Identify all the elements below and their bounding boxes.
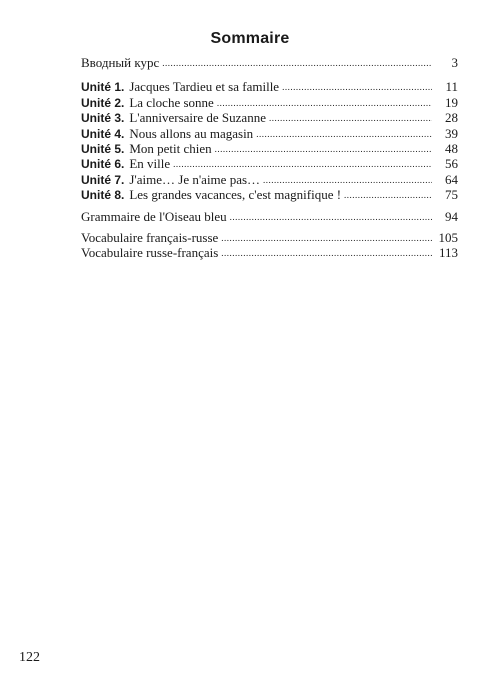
toc-entry-vocabulary-fr-ru <box>81 230 458 245</box>
unit-number: Unité 2. <box>81 95 125 110</box>
unit-number: Unité 4. <box>81 126 125 141</box>
unit-number: Unité 6. <box>81 157 125 172</box>
toc-entry-title: En ville <box>129 156 171 172</box>
toc-entry-unit-4 <box>81 126 458 141</box>
unit-number: Unité 1. <box>81 80 125 95</box>
unit-number: Unité 5. <box>81 141 125 156</box>
toc-entry-page: 19 <box>445 94 458 110</box>
toc-entry-intro <box>81 55 458 70</box>
toc-entry-page: 39 <box>445 125 458 141</box>
toc-entry-unit-5 <box>81 141 458 156</box>
dot-leader <box>162 54 432 71</box>
toc-entry-unit-1 <box>81 79 458 94</box>
toc-entry-unit-8 <box>81 187 458 202</box>
toc-entry-page: 56 <box>445 156 458 172</box>
table-of-contents <box>81 55 458 261</box>
dot-leader <box>344 186 432 203</box>
toc-entry-title: Vocabulaire russe-français <box>81 245 219 261</box>
toc-entry-page: 113 <box>438 245 458 261</box>
toc-entry-page: 94 <box>445 208 458 224</box>
dot-leader <box>230 208 432 225</box>
toc-entry-unit-3 <box>81 110 458 125</box>
toc-entry-title: Grammaire de l'Oiseau bleu <box>81 208 227 224</box>
toc-entry-title: J'aime… Je n'aime pas… <box>129 171 261 187</box>
toc-entry-page: 48 <box>445 140 458 156</box>
toc-entry-title: Вводный курс <box>81 55 160 70</box>
toc-entry-vocabulary-ru-fr <box>81 245 458 260</box>
unit-number: Unité 7. <box>81 172 125 187</box>
dot-leader <box>221 244 432 261</box>
toc-entry-title: Les grandes vacances, c'est magnifique ! <box>129 187 342 203</box>
toc-entry-title: Vocabulaire français-russe <box>81 229 219 245</box>
toc-entry-grammar <box>81 209 458 224</box>
toc-entry-page: 64 <box>445 171 458 187</box>
toc-entry-page: 105 <box>438 229 458 245</box>
toc-entry-page: 75 <box>445 187 458 203</box>
toc-entry-unit-7 <box>81 172 458 187</box>
toc-entry-unit-6 <box>81 156 458 171</box>
toc-entry-title: Jacques Tardieu et sa famille <box>129 79 280 95</box>
page-title: Sommaire <box>210 30 290 47</box>
toc-entry-title: Nous allons au magasin <box>129 125 254 141</box>
unit-number: Unité 8. <box>81 188 125 203</box>
toc-entry-page: 28 <box>445 110 458 126</box>
toc-entry-title: L'anniversaire de Suzanne <box>129 110 266 126</box>
unit-number: Unité 3. <box>81 111 125 126</box>
page-number: 122 <box>19 650 40 665</box>
toc-entry-page: 3 <box>451 55 458 70</box>
toc-entry-unit-2 <box>81 95 458 110</box>
toc-entry-title: Mon petit chien <box>129 140 212 156</box>
toc-entry-page: 11 <box>445 79 458 95</box>
toc-entry-title: La cloche sonne <box>129 94 214 110</box>
